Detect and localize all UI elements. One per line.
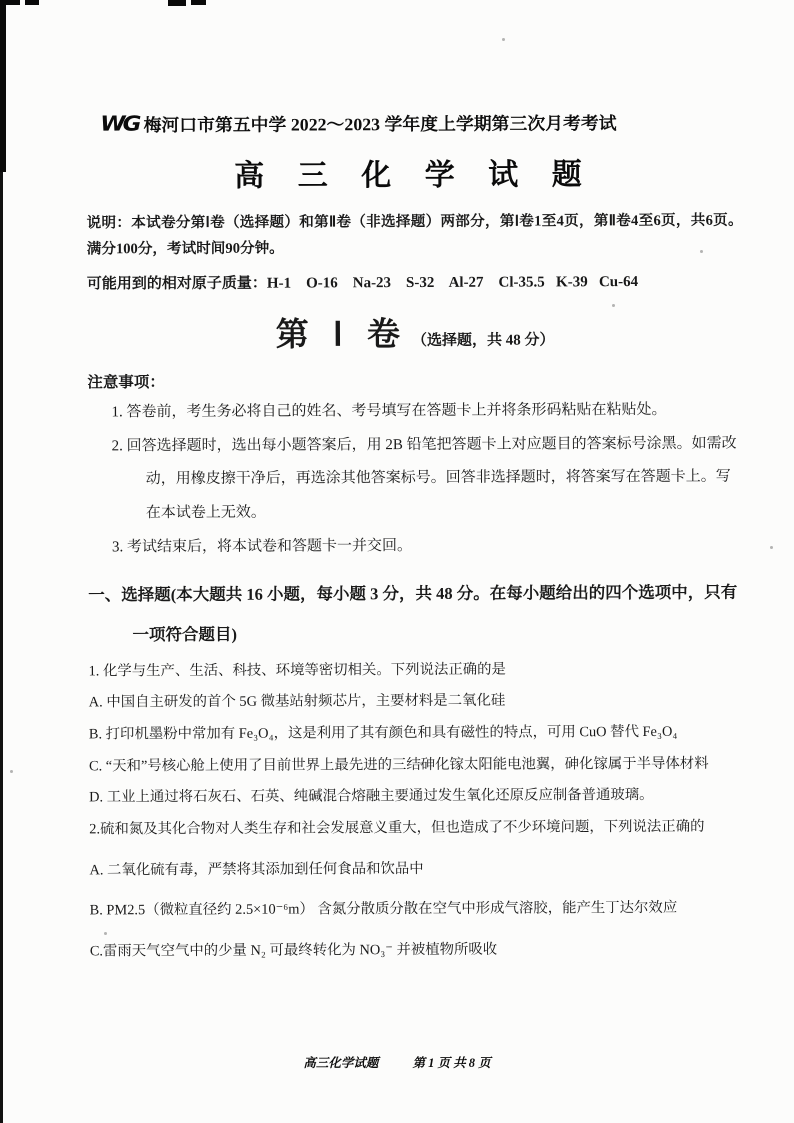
page-content — [86, 109, 746, 969]
question-2-option-b: B. PM2.5（微粒直径约 2.5×10⁻⁶m） 含氮分散质分散在空气中形成气溶胶，能产生丁达尔效应 — [89, 900, 678, 919]
exam-header — [100, 109, 742, 138]
scan-dash — [0, 0, 20, 5]
note-item: 2. 回答选择题时，选出每小题答案后，用 2B 铅笔把答题卡上对应题目的答案标号涂黑。如需改动，用橡皮擦干净后，再选涂其他答案标号。回答非选择题时，将答案写在答题卡上。写在本试卷上无效。 — [111, 435, 737, 522]
exam-notice: 说明：本试卷分第Ⅰ卷（选择题）和第Ⅱ卷（非选择题）两部分，第Ⅰ卷1至4页，第Ⅱ卷4至6页，共6页。满分100分，考试时间90分钟。 — [86, 212, 743, 258]
notes-list — [111, 394, 744, 566]
page-title: 高 三 化 学 试 题 — [234, 158, 595, 193]
scan-speck — [502, 38, 505, 41]
atomic-masses-line: 可能用到的相对原子质量：H-1 O-16 Na-23 S-32 Al-27 Cl-35.5 K-39 Cu-64 — [86, 273, 639, 293]
scan-speck — [10, 770, 13, 773]
volume1-heading — [87, 307, 743, 357]
note-item: 3. 考试结束后，将本试卷和答题卡一并交回。 — [112, 537, 413, 556]
question-1-option-d: D. 工业上通过将石灰石、石英、纯碱混合熔融主要通过发生氧化还原反应制备普通玻璃。 — [89, 787, 654, 806]
footer-page-info: 第 1 页 共 8 页 — [412, 1056, 491, 1070]
notes-title: 注意事项： — [87, 374, 165, 392]
volume1-subtitle: （选择题，共 48 分） — [411, 332, 555, 349]
scan-speck — [770, 546, 773, 549]
question-2-option-a: A. 二氧化硫有毒，严禁将其添加到任何食品和饮品中 — [89, 860, 424, 879]
scan-dash — [25, 0, 39, 5]
question-1 — [89, 653, 746, 814]
question-1-stem: 1. 化学与生产、生活、科技、环境等密切相关。下列说法正确的是 — [88, 661, 506, 679]
question-2-option-c: C.雷雨天气空气中的少量 N₂ 可最终转化为 NO₃⁻ 并被植物所吸收 — [89, 941, 498, 960]
volume1-title: 第 Ⅰ 卷 — [275, 316, 409, 354]
section-heading: 一、选择题(本大题共 16 小题，每小题 3 分，共 48 分。在每小题给出的四个选项中，只有一项符合题目) — [88, 582, 738, 645]
question-1-option-b: B. 打印机墨粉中常加有 Fe₃O₄，这是利用了其有颜色和具有磁性的特点，可用 CuO 替代 Fe₃O₄ — [88, 723, 678, 743]
school-logo: WG — [100, 112, 139, 137]
footer-doc-name: 高三化学试题 — [303, 1056, 379, 1070]
question-1-option-c: C. “天和”号核心舱上使用了目前世界上最先进的三结砷化镓太阳能电池翼，砷化镓属于半导体材料 — [88, 755, 709, 775]
scan-dash — [191, 0, 206, 5]
question-2-stem: 2.硫和氮及其化合物对人类生存和社会发展意义重大，但也造成了不少环境问题，下列说法正确的 — [89, 818, 705, 838]
question-1-option-a: A. 中国自主研发的首个 5G 微基站射频芯片，主要材料是二氧化硅 — [88, 692, 506, 711]
note-item: 1. 答卷前，考生务必将自己的姓名、考号填写在答题卡上并将条形码粘贴在粘贴处。 — [111, 401, 667, 421]
page-footer — [0, 1053, 794, 1071]
scan-dash — [168, 0, 186, 6]
exam-session-title: 梅河口市第五中学 2022～2023 学年度上学期第三次月考考试 — [143, 112, 617, 135]
scan-edge-thick — [0, 0, 6, 172]
question-2 — [89, 812, 746, 969]
